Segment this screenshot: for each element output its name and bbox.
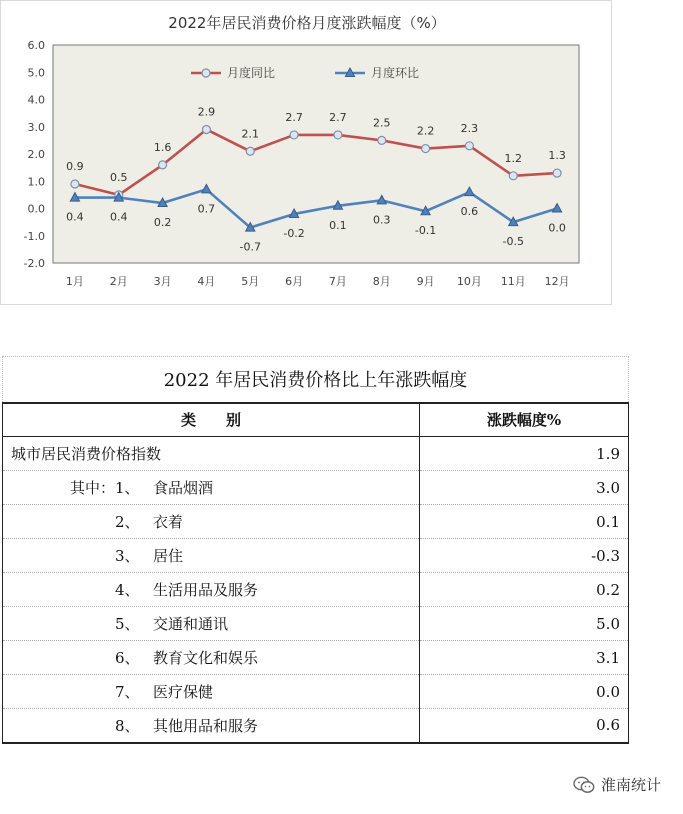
row-category — [3, 471, 420, 505]
row-value: 0.6 — [420, 709, 629, 743]
y-tick-label: 5.0 — [27, 66, 45, 80]
data-label: 2.7 — [329, 110, 347, 124]
row-category — [3, 607, 420, 641]
row-category — [3, 539, 420, 573]
data-point — [159, 161, 167, 169]
data-label: 0.7 — [197, 202, 216, 216]
row-label: 城市居民消费价格指数 — [11, 445, 162, 463]
x-tick-label: 5月 — [241, 275, 260, 288]
data-label: 1.6 — [153, 140, 172, 154]
row-label: 交通和通讯 — [153, 615, 229, 633]
table-row — [3, 437, 629, 471]
row-value: 0.0 — [420, 675, 629, 709]
data-point — [553, 169, 561, 177]
row-number: 1、 — [115, 479, 140, 497]
data-label: 2.2 — [416, 124, 435, 138]
x-tick-label: 7月 — [328, 275, 347, 288]
row-label: 衣着 — [153, 513, 184, 531]
table-body — [3, 437, 629, 743]
watermark-text: 淮南统计 — [600, 776, 661, 794]
x-tick-label: 6月 — [285, 275, 304, 288]
row-category — [3, 675, 420, 709]
row-value: -0.3 — [420, 539, 629, 573]
data-label: 0.9 — [66, 159, 84, 173]
row-number: 5、 — [115, 615, 140, 633]
row-category — [3, 437, 420, 471]
row-number: 7、 — [115, 683, 140, 701]
table-row — [3, 607, 629, 641]
table-row — [3, 709, 629, 743]
data-label: -0.5 — [502, 235, 524, 249]
data-label: 0.3 — [373, 213, 391, 227]
cpi-table-container — [2, 356, 628, 744]
data-label: -0.1 — [414, 224, 437, 238]
chart-title: 2022年居民消费价格月度涨跌幅度（%） — [168, 14, 446, 32]
row-category — [3, 505, 420, 539]
data-label: 0.1 — [329, 218, 347, 232]
data-label: 2.7 — [285, 110, 303, 124]
row-label: 教育文化和娱乐 — [153, 649, 259, 667]
table-row — [3, 641, 629, 675]
x-tick-label: 1月 — [65, 275, 84, 288]
legend-label: 月度同比 — [227, 66, 276, 80]
row-prefix: 其中： — [69, 479, 115, 497]
line-chart — [1, 1, 613, 306]
x-tick-label: 12月 — [544, 275, 570, 288]
row-value: 0.2 — [420, 573, 629, 607]
data-label: 2.3 — [460, 121, 479, 135]
row-label: 居住 — [153, 547, 184, 565]
row-value: 1.9 — [420, 437, 629, 471]
data-label: 2.5 — [373, 116, 391, 130]
row-number: 3、 — [115, 547, 140, 565]
data-point — [334, 131, 342, 139]
row-number: 8、 — [115, 716, 140, 735]
table-row — [3, 505, 629, 539]
table-row — [3, 539, 629, 573]
row-category — [3, 641, 420, 675]
plot-area — [53, 45, 579, 263]
table-row — [3, 471, 629, 505]
data-label: -0.7 — [239, 240, 261, 254]
y-tick-label: 0.0 — [27, 202, 45, 216]
data-point — [509, 172, 517, 180]
row-number: 6、 — [115, 649, 140, 667]
data-label: 0.0 — [548, 221, 566, 235]
x-tick-label: 10月 — [456, 275, 482, 288]
data-label: 0.4 — [110, 210, 128, 224]
chart-container — [0, 0, 612, 305]
row-number: 4、 — [115, 581, 140, 599]
data-point — [422, 145, 430, 153]
wechat-icon — [573, 776, 595, 794]
row-category — [3, 709, 420, 743]
data-point — [71, 180, 79, 188]
y-tick-label: 3.0 — [27, 120, 45, 134]
y-tick-label: -1.0 — [23, 229, 45, 243]
y-axis — [24, 39, 45, 270]
data-point — [290, 131, 298, 139]
y-tick-label: 6.0 — [27, 39, 45, 52]
row-label: 其他用品和服务 — [153, 716, 259, 735]
row-value: 3.0 — [420, 471, 629, 505]
x-tick-label: 2月 — [109, 275, 128, 288]
data-label: 2.1 — [241, 127, 259, 141]
row-label: 生活用品及服务 — [153, 581, 259, 599]
x-tick-label: 9月 — [416, 275, 435, 288]
table-title: 2022 年居民消费价格比上年涨跌幅度 — [3, 357, 629, 403]
y-tick-label: 2.0 — [27, 148, 45, 161]
row-label: 食品烟酒 — [153, 479, 214, 497]
data-point — [202, 125, 210, 133]
data-label: 1.3 — [548, 149, 566, 163]
y-tick-label: 4.0 — [27, 93, 45, 107]
data-label: 2.9 — [197, 105, 216, 119]
y-tick-label: 1.0 — [27, 175, 45, 189]
data-point — [378, 136, 386, 144]
data-label: 0.2 — [153, 216, 172, 230]
header-category: 类 别 — [3, 403, 420, 437]
data-point — [246, 147, 254, 155]
x-tick-label: 3月 — [153, 275, 172, 288]
data-label: 0.4 — [66, 210, 84, 224]
row-value: 5.0 — [420, 607, 629, 641]
x-axis — [66, 275, 570, 288]
y-tick-label: -2.0 — [23, 257, 45, 270]
x-tick-label: 11月 — [500, 275, 526, 288]
header-value: 涨跌幅度% — [420, 403, 629, 437]
x-tick-label: 4月 — [197, 275, 216, 288]
data-label: 0.5 — [110, 170, 128, 184]
cpi-table — [2, 356, 629, 744]
row-category — [3, 573, 420, 607]
legend-marker — [202, 69, 210, 77]
data-label: 1.2 — [504, 151, 522, 165]
table-row — [3, 573, 629, 607]
data-label: 0.6 — [460, 205, 479, 219]
row-number: 2、 — [115, 513, 140, 531]
table-row — [3, 675, 629, 709]
legend-label: 月度环比 — [371, 66, 420, 80]
x-tick-label: 8月 — [372, 275, 391, 288]
data-point — [465, 142, 473, 150]
row-label: 医疗保健 — [153, 683, 214, 701]
row-value: 0.1 — [420, 505, 629, 539]
row-value: 3.1 — [420, 641, 629, 675]
data-label: -0.2 — [283, 226, 305, 240]
watermark — [573, 774, 661, 795]
